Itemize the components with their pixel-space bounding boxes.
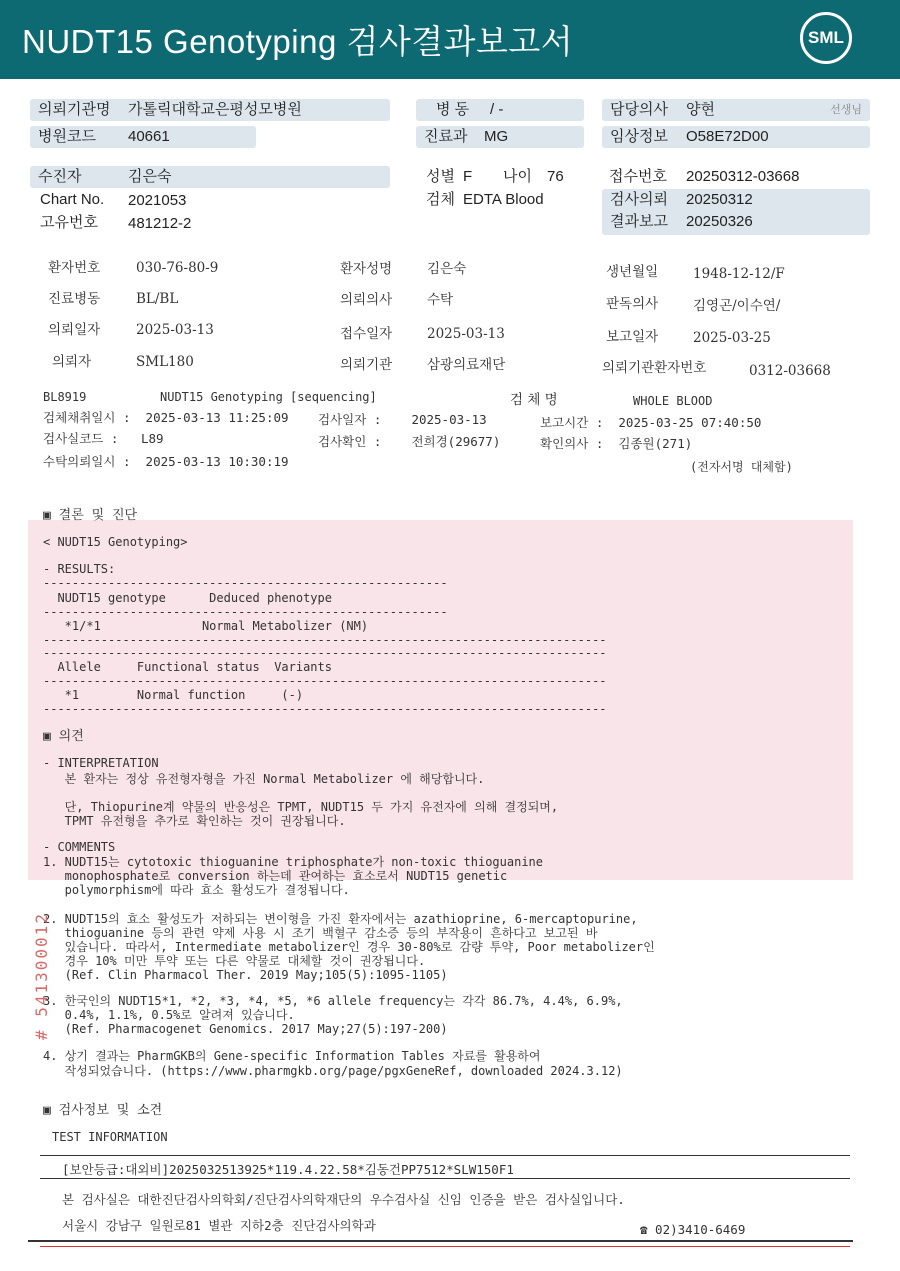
institution-field [30,99,390,121]
scan-value: BL/BL [136,291,179,307]
clinical-info-label: 임상정보 [610,128,668,145]
receipt-label: 접수번호 [609,168,667,185]
test-info-label: TEST INFORMATION [52,1130,168,1144]
comments-label: - COMMENTS [43,840,116,854]
comment-text: (Ref. Pharmacogenet Genomics. 2017 May;27(5):197-200) [43,1022,448,1036]
scan-value: 1948-12-12/F [693,266,785,282]
sex-label: 성별 [426,168,455,185]
consign-time: 수탁의뢰일시 : 2025-03-13 10:30:19 [43,454,289,469]
department-value: MG [484,128,509,145]
comment-text: 3. 한국인의 NUDT15*1, *2, *3, *4, *5, *6 allele frequency는 각각 86.7%, 4.4%, 6.9%, [43,994,623,1008]
scan-label: 환자성명 [340,261,393,277]
section-conclusion: ▣ 결론 및 진단 [43,508,138,523]
sex-value: F [463,168,473,185]
doctor-label: 담당의사 [610,101,668,118]
specimen-label: 검체 [426,191,455,208]
department-field [416,126,584,148]
esign-note: (전자서명 대체함) [690,460,793,474]
institution-value: 가톨릭대학교은평성모병원 [128,101,302,118]
footer-rule [28,1240,853,1242]
report-title: NUDT15 Genotyping 검사결과보고서 [22,23,574,60]
scan-label: 진료병동 [48,291,101,307]
comment-text: polymorphism에 따라 효소 활성도가 결정됩니다. [43,883,350,897]
report-date-label: 결과보고 [610,213,668,230]
collect-time: 검체채취일시 : 2025-03-13 11:25:09 [43,410,289,425]
comment-text: 작성되었습니다. (https://www.pharmgkb.org/page/pgxGeneRef, downloaded 2024.3.12) [43,1064,623,1078]
lab-room-code: 검사실코드 : L89 [43,431,164,446]
report-heading: < NUDT15 Genotyping> [43,535,188,549]
allele-row: *1 Normal function (-) [43,688,304,702]
divider: -------------------------------------------------------- [43,605,448,619]
footer-red-rule [40,1246,850,1247]
scan-label: 의뢰기관환자번호 [602,360,707,376]
patient-field [30,166,390,188]
test-date: 검사일자 : 2025-03-13 [318,412,487,427]
genotype-row: *1/*1 Normal Metabolizer (NM) [43,619,369,633]
patient-value: 김은숙 [128,168,172,185]
divider: -------------------------------------------------------- [43,576,448,590]
report-date-value: 20250326 [686,213,753,230]
hospital-code-field [30,126,256,148]
scan-label: 생년월일 [606,264,659,280]
age-label: 나이 [503,168,532,185]
comment-text: 1. NUDT15는 cytotoxic thioguanine triphosphate가 non-toxic thioguanine [43,855,544,869]
scan-value: 2025-03-13 [136,322,214,338]
scan-value: 삼광의료재단 [427,357,506,373]
scan-label: 접수일자 [340,326,393,342]
interpretation-text: TPMT 유전형을 추가로 확인하는 것이 권장됩니다. [43,814,346,828]
patient-label: 수진자 [38,168,82,185]
scan-label: 의뢰일자 [48,322,101,338]
request-value: 20250312 [686,191,753,208]
clinical-info-value: O58E72D00 [686,128,769,145]
divider: ------------------------------------------------------------------------------ [43,646,607,660]
scan-label: 판독의사 [606,296,659,312]
confirm-doctor: 확인의사 : 김종원(271) [540,436,693,451]
comment-text: 경우 10% 미만 투약 또는 다른 약물로 대체할 것이 권장됩니다. [43,954,426,968]
footer-rule [40,1178,850,1179]
scan-value: 030-76-80-9 [136,260,219,276]
department-label: 진료과 [424,128,468,145]
request-report-field [602,189,870,235]
comment-text: thioguanine 등의 관련 약제 사용 시 조기 백혈구 감소증 등의 부작용이 흔하다고 보고된 바 [43,926,598,940]
hospital-code-label: 병원코드 [38,128,96,145]
footer-phone: ☎ 02)3410-6469 [640,1222,746,1237]
footer-certification: 본 검사실은 대한진단검사의학회/진단검사의학재단의 우수검사실 신임 인증을 받은 검사실입니다. [62,1192,625,1207]
comment-text: 있습니다. 따라서, Intermediate metabolizer인 경우 30-80%로 감량 투약, Poor metabolizer인 [43,940,655,954]
scan-value: 김영곤/이수연/ [693,298,781,314]
interpretation-text: 본 환자는 정상 유전형자형을 가진 Normal Metabolizer 에 해당합니다. [43,772,485,786]
report-time: 보고시간 : 2025-03-25 07:40:50 [540,415,762,430]
side-serial-number: # 541300012 [32,912,51,1040]
scan-label: 환자번호 [48,260,101,276]
scan-value: 김은숙 [427,261,467,277]
scan-value: 2025-03-25 [693,330,771,346]
test-code: BL8919 [43,390,87,404]
comment-text: monophosphate로 conversion 하는데 관여하는 효소로서 NUDT15 genetic [43,869,508,883]
doctor-value: 양현 [686,101,715,118]
interpretation-text: 단, Thiopurine계 약물의 반응성은 TPMT, NUDT15 두 가지 유전자에 의해 결정되며, [43,800,559,814]
footer-security-code: [보안등급:대외비]2025032513925*119.4.22.58*김동건PP7512*SLW150F1 [62,1162,514,1177]
specimen-name: WHOLE BLOOD [633,394,713,408]
specimen-name-label: 검 체 명 [510,392,558,408]
section-opinion: ▣ 의견 [43,729,84,744]
test-name: NUDT15 Genotyping [sequencing] [160,390,377,404]
hospital-code-value: 40661 [128,128,170,145]
section-test-info: ▣ 검사정보 및 소견 [43,1103,163,1118]
footer-rule [40,1155,850,1156]
report-header [0,0,900,79]
receipt-value: 20250312-03668 [686,168,800,185]
comment-text: 4. 상기 결과는 PharmGKB의 Gene-specific Information Tables 자료를 활용하여 [43,1049,541,1063]
comment-text: 2. NUDT15의 효소 활성도가 저하되는 변이형을 가진 환자에서는 azathioprine, 6-mercaptopurine, [43,912,638,926]
chart-label: Chart No. [40,191,105,208]
test-confirm: 검사확인 : 전희경(29677) [318,434,501,449]
footer-address: 서울시 강남구 일원로81 별관 지하2층 진단검사의학과 [62,1218,376,1233]
institution-label: 의뢰기관명 [38,101,111,118]
specimen-value: EDTA Blood [463,191,544,208]
ward-label: 병 동 [436,101,470,118]
allele-header: Allele Functional status Variants [43,660,332,674]
interpretation-label: - INTERPRETATION [43,756,159,770]
results-label: - RESULTS: [43,562,116,576]
divider: ------------------------------------------------------------------------------ [43,702,607,716]
scan-value: 0312-03668 [749,363,831,379]
age-value: 76 [547,168,564,185]
divider: ------------------------------------------------------------------------------ [43,633,607,647]
uid-value: 481212-2 [128,215,192,232]
uid-label: 고유번호 [40,214,98,231]
scan-label: 의뢰기관 [340,357,393,373]
sml-logo: SML [800,12,852,64]
results-header: NUDT15 genotype Deduced phenotype [43,591,332,605]
scan-label: 보고일자 [606,329,659,345]
comment-text: (Ref. Clin Pharmacol Ther. 2019 May;105(5):1095-1105) [43,968,448,982]
doctor-field [602,99,870,121]
scan-label: 의뢰자 [52,354,92,370]
divider: ------------------------------------------------------------------------------ [43,674,607,688]
request-label: 검사의뢰 [610,191,668,208]
scan-label: 의뢰의사 [340,292,393,308]
comment-text: 0.4%, 1.1%, 0.5%로 알려져 있습니다. [43,1008,295,1022]
chart-value: 2021053 [128,192,187,209]
doctor-suffix: 선생님 [830,104,862,116]
scan-value: 2025-03-13 [427,326,505,342]
ward-value: / - [490,101,504,118]
clinical-info-field [602,126,870,148]
ward-field [416,99,584,121]
scan-value: 수탁 [427,292,454,308]
scan-value: SML180 [136,354,194,370]
